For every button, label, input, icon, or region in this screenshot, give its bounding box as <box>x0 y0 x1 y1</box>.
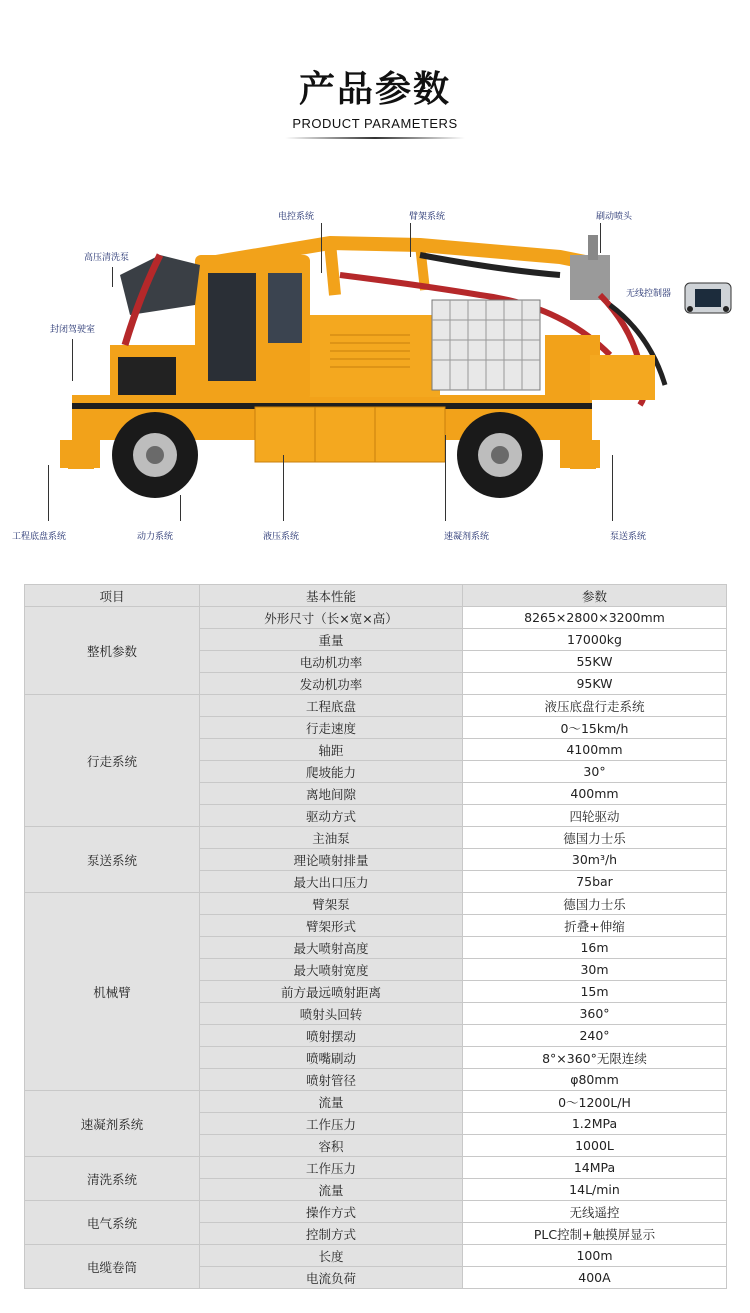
machine-illustration <box>0 195 750 555</box>
spec-label: 最大出口压力 <box>200 871 463 893</box>
callout-cab: 封闭驾驶室 <box>50 325 96 335</box>
callout-pumping: 泵送系统 <box>610 532 647 542</box>
spec-value: 4100mm <box>463 739 727 761</box>
spec-value: 0～1200L/H <box>463 1091 727 1113</box>
spec-value: 德国力士乐 <box>463 827 727 849</box>
callout-hydraulic: 液压系统 <box>263 532 300 542</box>
spec-label: 工作压力 <box>200 1113 463 1135</box>
spec-value: 240° <box>463 1025 727 1047</box>
callout-line <box>612 455 613 521</box>
group-name: 速凝剂系统 <box>25 1091 200 1157</box>
spec-value: 8°×360°无限连续 <box>463 1047 727 1069</box>
spec-label: 长度 <box>200 1245 463 1267</box>
callout-high-pressure-pump: 高压清洗泵 <box>84 253 130 263</box>
spec-label: 最大喷射宽度 <box>200 959 463 981</box>
spec-label: 操作方式 <box>200 1201 463 1223</box>
table-row <box>25 1245 727 1267</box>
spec-label: 流量 <box>200 1179 463 1201</box>
group-name: 机械臂 <box>25 893 200 1091</box>
spec-label: 控制方式 <box>200 1223 463 1245</box>
table-row <box>25 827 727 849</box>
group-name: 电气系统 <box>25 1201 200 1245</box>
spec-value: 14L/min <box>463 1179 727 1201</box>
callout-accelerator: 速凝剂系统 <box>444 532 490 542</box>
spec-label: 工程底盘 <box>200 695 463 717</box>
spec-value: 30m <box>463 959 727 981</box>
callout-line <box>48 465 49 521</box>
callout-chassis: 工程底盘系统 <box>12 532 67 542</box>
spec-label: 轴距 <box>200 739 463 761</box>
spec-value: 30m³/h <box>463 849 727 871</box>
spec-value: 400A <box>463 1267 727 1289</box>
spec-value: φ80mm <box>463 1069 727 1091</box>
callout-line <box>445 435 446 521</box>
callout-line <box>180 495 181 521</box>
page-title: 产品参数 <box>298 69 451 110</box>
group-name: 泵送系统 <box>25 827 200 893</box>
callout-line <box>321 223 322 273</box>
spec-label: 理论喷射排量 <box>200 849 463 871</box>
spec-value: 55KW <box>463 651 727 673</box>
callout-line <box>72 339 73 381</box>
callout-boom: 臂架系统 <box>409 212 446 222</box>
table-row <box>25 695 727 717</box>
spec-label: 喷射摆动 <box>200 1025 463 1047</box>
spec-value: 8265×2800×3200mm <box>463 607 727 629</box>
table-row <box>25 1091 727 1113</box>
spec-label: 驱动方式 <box>200 805 463 827</box>
group-name: 整机参数 <box>25 607 200 695</box>
group-name: 清洗系统 <box>25 1157 200 1201</box>
spec-label: 重量 <box>200 629 463 651</box>
callout-power: 动力系统 <box>137 532 174 542</box>
spec-label: 喷射头回转 <box>200 1003 463 1025</box>
spec-label: 电动机功率 <box>200 651 463 673</box>
spec-label: 容积 <box>200 1135 463 1157</box>
spec-value: 15m <box>463 981 727 1003</box>
parameter-table-body <box>25 607 727 1289</box>
spec-value: 14MPa <box>463 1157 727 1179</box>
spec-label: 主油泵 <box>200 827 463 849</box>
spec-label: 外形尺寸（长×宽×高） <box>200 607 463 629</box>
header-item: 项目 <box>25 585 200 607</box>
spec-value: 0～15km/h <box>463 717 727 739</box>
parameter-table <box>24 584 727 1289</box>
spec-value: 折叠+伸缩 <box>463 915 727 937</box>
title-block <box>0 68 750 139</box>
group-name: 电缆卷筒 <box>25 1245 200 1289</box>
spec-value: 无线遥控 <box>463 1201 727 1223</box>
group-name: 行走系统 <box>25 695 200 827</box>
spec-label: 电流负荷 <box>200 1267 463 1289</box>
spec-value: 400mm <box>463 783 727 805</box>
callout-line <box>410 223 411 257</box>
callout-brush-nozzle: 刷动喷头 <box>596 212 633 222</box>
title-divider <box>285 137 465 139</box>
spec-label: 流量 <box>200 1091 463 1113</box>
spec-value: 30° <box>463 761 727 783</box>
spec-value: 16m <box>463 937 727 959</box>
table-row <box>25 607 727 629</box>
spec-label: 前方最远喷射距离 <box>200 981 463 1003</box>
table-header-row <box>25 585 727 607</box>
callout-line <box>112 267 113 287</box>
spec-label: 爬坡能力 <box>200 761 463 783</box>
spec-value: 100m <box>463 1245 727 1267</box>
spec-value: 四轮驱动 <box>463 805 727 827</box>
callout-line <box>600 223 601 253</box>
spec-value: 液压底盘行走系统 <box>463 695 727 717</box>
header-performance: 基本性能 <box>200 585 463 607</box>
spec-value: 1.2MPa <box>463 1113 727 1135</box>
table-row <box>25 1157 727 1179</box>
spec-label: 最大喷射高度 <box>200 937 463 959</box>
nozzle-head <box>570 255 610 300</box>
spec-value: 75bar <box>463 871 727 893</box>
page-subtitle: PRODUCT PARAMETERS <box>292 116 458 131</box>
spec-label: 喷嘴刷动 <box>200 1047 463 1069</box>
callout-line <box>283 455 284 521</box>
parameter-table-wrap <box>24 584 726 1289</box>
spec-value: 17000kg <box>463 629 727 651</box>
spec-value: 1000L <box>463 1135 727 1157</box>
header-parameter: 参数 <box>463 585 727 607</box>
spec-value: 德国力士乐 <box>463 893 727 915</box>
spec-value: 360° <box>463 1003 727 1025</box>
spec-label: 臂架形式 <box>200 915 463 937</box>
spec-label: 工作压力 <box>200 1157 463 1179</box>
callout-electric-control: 电控系统 <box>278 212 315 222</box>
spec-value: PLC控制+触摸屏显示 <box>463 1223 727 1245</box>
table-row <box>25 893 727 915</box>
shotcrete-machine-image <box>0 195 750 555</box>
spec-label: 臂架泵 <box>200 893 463 915</box>
spec-label: 发动机功率 <box>200 673 463 695</box>
spec-label: 行走速度 <box>200 717 463 739</box>
callout-remote: 无线控制器 <box>626 289 672 299</box>
spec-value: 95KW <box>463 673 727 695</box>
spec-label: 喷射管径 <box>200 1069 463 1091</box>
table-row <box>25 1201 727 1223</box>
spec-label: 离地间隙 <box>200 783 463 805</box>
